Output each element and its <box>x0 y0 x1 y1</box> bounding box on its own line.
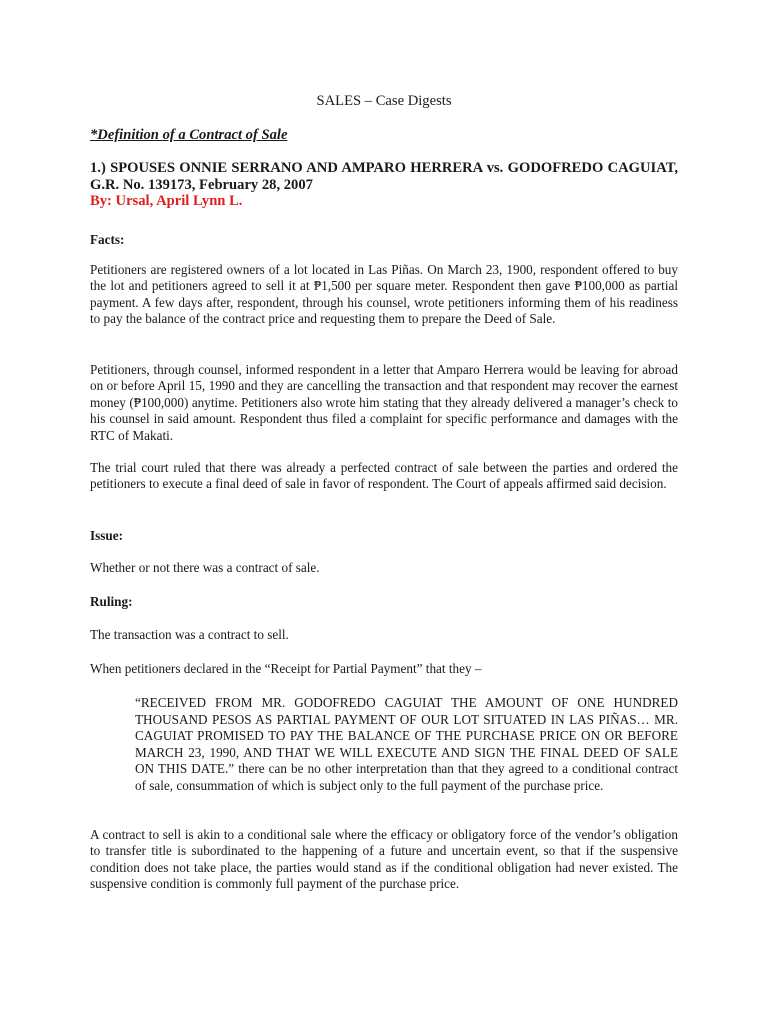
facts-paragraph-1: Petitioners are registered owners of a lot located in Las Piñas. On March 23, 1900, respondent offered to buy the lot and petitioners agreed to sell it at ₱1,500 per square meter. Respondent then gave ₱100,000 as partial payment. A few days after, respondent, through his counsel, wrote petitioners informing them of his readiness to pay the balance of the contract price and requesting them to prepare the Deed of Sale. <box>90 262 678 327</box>
issue-heading: Issue: <box>90 528 123 543</box>
ruling-paragraph-2: When petitioners declared in the “Receipt for Partial Payment” that they – <box>90 661 482 676</box>
ruling-heading: Ruling: <box>90 594 133 609</box>
document-title: SALES – Case Digests <box>316 93 452 109</box>
ruling-paragraph-3: A contract to sell is akin to a conditional sale where the efficacy or obligatory force of the vendor’s obligation to transfer title is subordinated to the happening of a future and uncertain event, so that if the suspensive condition does not take place, the parties would stand as if the conditional obligation had never existed. The suspensive condition is commonly full payment of the purchase price. <box>90 827 678 892</box>
author-line: By: Ursal, April Lynn L. <box>90 193 243 209</box>
section-heading: *Definition of a Contract of Sale <box>90 127 288 143</box>
quoted-receipt: “RECEIVED FROM MR. GODOFREDO CAGUIAT THE AMOUNT OF ONE HUNDRED THOUSAND PESOS AS PARTIAL PAYMENT OF OUR LOT SITUATED IN LAS PIÑAS… MR. CAGUIAT PROMISED TO PAY THE BALANCE OF THE PURCHASE PRICE ON OR BEFORE MARCH 23, 1990, AND THAT WE WILL EXECUTE AND SIGN THE FINAL DEED OF SALE ON THIS DATE.” there can be no other interpretation than that they agreed to a conditional contract of sale, consummation of which is subject only to the full payment of the purchase price. <box>135 695 678 793</box>
ruling-paragraph-1: The transaction was a contract to sell. <box>90 627 289 642</box>
case-title: 1.) SPOUSES ONNIE SERRANO AND AMPARO HERRERA vs. GODOFREDO CAGUIAT, G.R. No. 139173, February 28, 2007 <box>90 160 678 193</box>
facts-heading: Facts: <box>90 232 125 247</box>
issue-text: Whether or not there was a contract of sale. <box>90 560 320 575</box>
facts-paragraph-2: Petitioners, through counsel, informed respondent in a letter that Amparo Herrera would be leaving for abroad on or before April 15, 1990 and they are cancelling the transaction and that respondent may recover the earnest money (₱100,000) anytime. Petitioners also wrote him stating that they already delivered a manager’s check to his counsel in said amount. Respondent thus filed a complaint for specific performance and damages with the RTC of Makati. <box>90 362 678 443</box>
facts-paragraph-3: The trial court ruled that there was already a perfected contract of sale between the parties and ordered the petitioners to execute a final deed of sale in favor of respondent. The Court of appeals affirmed said decision. <box>90 460 678 492</box>
